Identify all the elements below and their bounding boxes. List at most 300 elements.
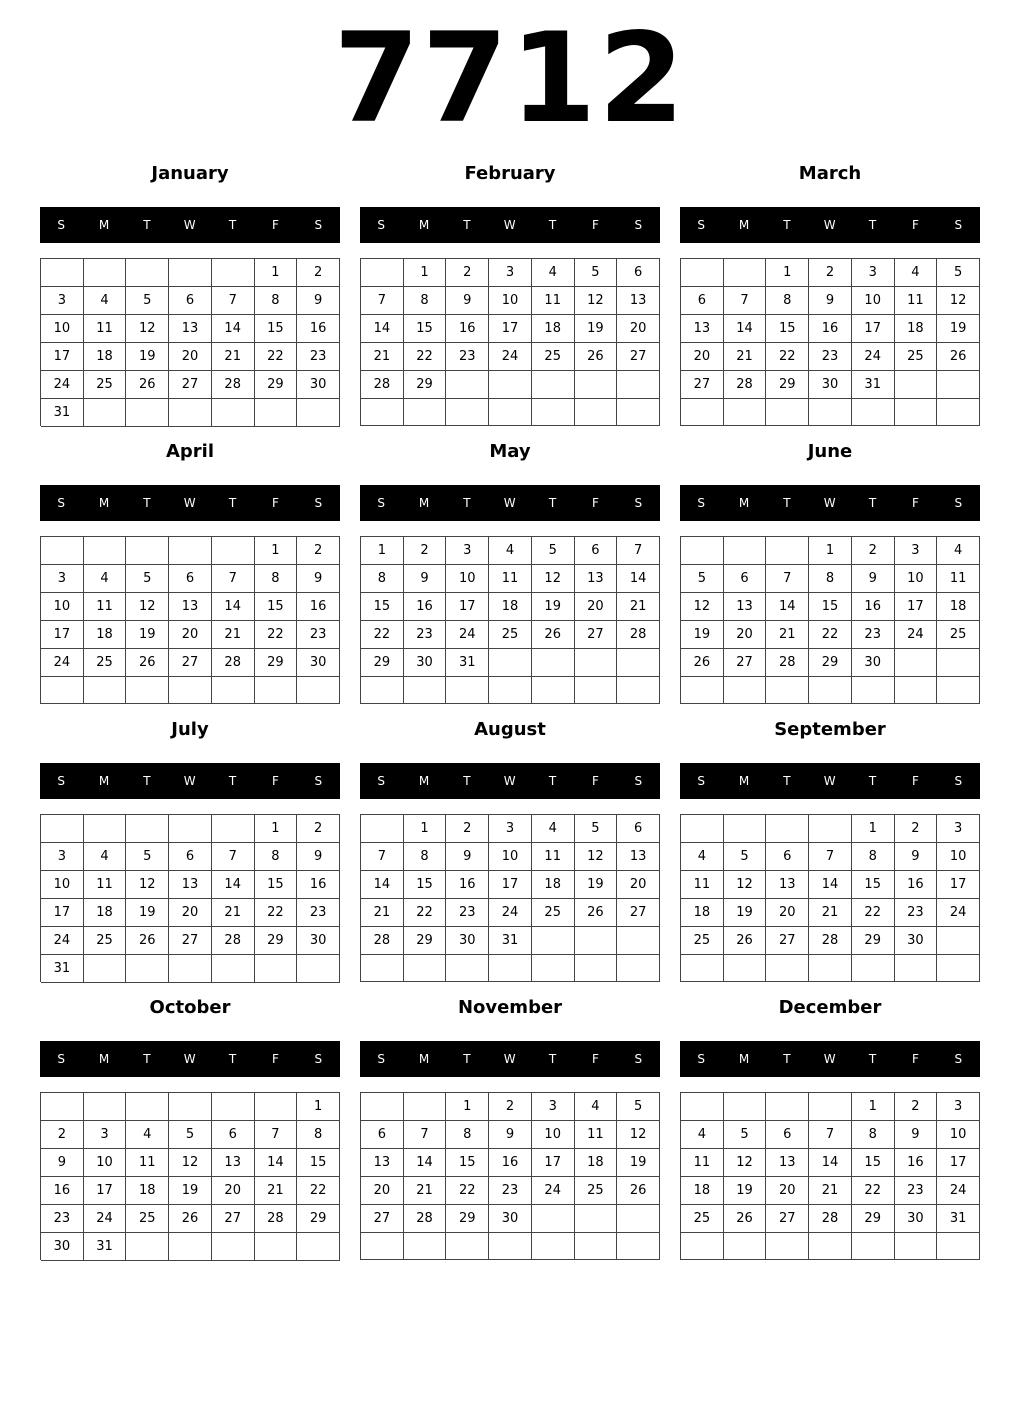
day-cell: 23 — [41, 1205, 84, 1233]
empty-cell — [895, 399, 938, 426]
day-cell: 24 — [937, 1177, 980, 1205]
day-cell: 12 — [575, 843, 618, 871]
weekday-label: S — [697, 496, 706, 510]
weekday-label: S — [634, 218, 643, 232]
day-cell: 14 — [212, 315, 255, 343]
empty-cell — [937, 927, 980, 955]
weekday-header — [360, 485, 660, 521]
day-cell: 17 — [84, 1177, 127, 1205]
weekday-label: T — [783, 774, 792, 788]
empty-cell — [809, 677, 852, 704]
day-cell: 30 — [297, 649, 340, 677]
day-cell: 25 — [84, 927, 127, 955]
weekday-label: W — [823, 496, 837, 510]
weekday-label: F — [592, 218, 600, 232]
day-cell: 2 — [489, 1093, 532, 1121]
day-cell: 30 — [895, 927, 938, 955]
empty-cell — [852, 1233, 895, 1260]
day-cell: 16 — [895, 871, 938, 899]
empty-cell — [361, 677, 404, 704]
weekday-label: S — [634, 1052, 643, 1066]
day-cell: 21 — [361, 899, 404, 927]
weekday-label: S — [57, 496, 66, 510]
day-cell: 8 — [361, 565, 404, 593]
day-cell: 25 — [489, 621, 532, 649]
month-name: January — [151, 163, 229, 184]
empty-cell — [126, 815, 169, 843]
day-cell: 23 — [446, 343, 489, 371]
weekday-label: S — [57, 774, 66, 788]
weekday-label: F — [272, 496, 280, 510]
empty-cell — [766, 1233, 809, 1260]
day-cell: 9 — [446, 843, 489, 871]
empty-cell — [446, 677, 489, 704]
weekday-label: T — [228, 218, 237, 232]
day-grid — [40, 258, 340, 426]
day-cell: 10 — [84, 1149, 127, 1177]
day-cell: 26 — [126, 927, 169, 955]
empty-cell — [724, 399, 767, 426]
day-cell: 30 — [489, 1205, 532, 1233]
day-cell: 2 — [41, 1121, 84, 1149]
day-cell: 21 — [809, 1177, 852, 1205]
empty-cell — [255, 1233, 298, 1261]
empty-cell — [681, 1093, 724, 1121]
day-cell: 30 — [297, 371, 340, 399]
day-cell: 7 — [724, 287, 767, 315]
day-cell: 8 — [404, 843, 447, 871]
empty-cell — [532, 371, 575, 399]
day-cell: 8 — [446, 1121, 489, 1149]
empty-cell — [255, 1093, 298, 1121]
day-cell: 30 — [297, 927, 340, 955]
month-name: February — [464, 163, 556, 184]
weekday-header — [680, 207, 980, 243]
day-cell: 24 — [84, 1205, 127, 1233]
day-cell: 21 — [617, 593, 660, 621]
day-grid — [40, 1092, 340, 1260]
weekday-label: W — [503, 774, 517, 788]
day-cell: 15 — [809, 593, 852, 621]
day-cell: 23 — [489, 1177, 532, 1205]
weekday-label: W — [823, 218, 837, 232]
day-cell: 2 — [404, 537, 447, 565]
empty-cell — [446, 1233, 489, 1260]
day-cell: 10 — [489, 843, 532, 871]
day-cell: 29 — [255, 371, 298, 399]
day-cell: 10 — [937, 1121, 980, 1149]
day-cell: 16 — [297, 315, 340, 343]
day-cell: 20 — [617, 315, 660, 343]
empty-cell — [126, 1233, 169, 1261]
day-cell: 20 — [169, 621, 212, 649]
empty-cell — [361, 815, 404, 843]
empty-cell — [84, 537, 127, 565]
day-cell: 9 — [446, 287, 489, 315]
weekday-label: S — [954, 496, 963, 510]
empty-cell — [41, 677, 84, 704]
weekday-label: W — [183, 496, 197, 510]
day-cell: 19 — [126, 343, 169, 371]
day-grid — [360, 814, 660, 982]
day-cell: 24 — [895, 621, 938, 649]
empty-cell — [809, 399, 852, 426]
day-cell: 23 — [404, 621, 447, 649]
empty-cell — [126, 537, 169, 565]
day-cell: 11 — [681, 1149, 724, 1177]
weekday-label: W — [503, 218, 517, 232]
day-cell: 30 — [41, 1233, 84, 1261]
day-cell: 30 — [852, 649, 895, 677]
day-cell: 10 — [446, 565, 489, 593]
weekday-label: M — [738, 218, 750, 232]
empty-cell — [532, 927, 575, 955]
day-cell: 20 — [681, 343, 724, 371]
day-cell: 27 — [617, 899, 660, 927]
day-cell: 29 — [446, 1205, 489, 1233]
weekday-header — [40, 1041, 340, 1077]
day-cell: 18 — [126, 1177, 169, 1205]
day-cell: 14 — [361, 871, 404, 899]
empty-cell — [297, 677, 340, 704]
empty-cell — [937, 399, 980, 426]
weekday-label: T — [783, 218, 792, 232]
day-grid — [680, 814, 980, 982]
weekday-label: T — [783, 496, 792, 510]
day-cell: 2 — [446, 259, 489, 287]
empty-cell — [489, 955, 532, 982]
day-cell: 4 — [937, 537, 980, 565]
day-cell: 8 — [766, 287, 809, 315]
empty-cell — [41, 259, 84, 287]
day-cell: 22 — [852, 1177, 895, 1205]
empty-cell — [212, 1093, 255, 1121]
empty-cell — [446, 371, 489, 399]
day-cell: 8 — [297, 1121, 340, 1149]
empty-cell — [809, 1093, 852, 1121]
day-cell: 6 — [617, 259, 660, 287]
day-cell: 28 — [404, 1205, 447, 1233]
weekday-label: M — [98, 218, 110, 232]
day-cell: 9 — [297, 565, 340, 593]
day-cell: 26 — [126, 371, 169, 399]
empty-cell — [126, 399, 169, 427]
day-cell: 19 — [532, 593, 575, 621]
day-cell: 25 — [575, 1177, 618, 1205]
month-name: April — [165, 441, 215, 462]
day-cell: 31 — [41, 955, 84, 983]
day-cell: 9 — [852, 565, 895, 593]
empty-cell — [617, 1205, 660, 1233]
day-cell: 24 — [41, 649, 84, 677]
day-grid — [360, 536, 660, 704]
day-cell: 6 — [169, 843, 212, 871]
day-cell: 12 — [724, 1149, 767, 1177]
day-cell: 17 — [937, 1149, 980, 1177]
day-cell: 30 — [404, 649, 447, 677]
day-cell: 7 — [809, 1121, 852, 1149]
weekday-label: W — [183, 774, 197, 788]
empty-cell — [84, 259, 127, 287]
weekday-header — [680, 485, 980, 521]
day-cell: 11 — [681, 871, 724, 899]
empty-cell — [169, 815, 212, 843]
empty-cell — [852, 955, 895, 982]
weekday-label: T — [143, 1052, 152, 1066]
weekday-header — [680, 1041, 980, 1077]
day-cell: 28 — [809, 927, 852, 955]
day-cell: 2 — [297, 537, 340, 565]
day-cell: 25 — [126, 1205, 169, 1233]
empty-cell — [809, 955, 852, 982]
day-cell: 15 — [255, 871, 298, 899]
day-cell: 3 — [84, 1121, 127, 1149]
day-cell: 16 — [895, 1149, 938, 1177]
weekday-label: F — [912, 218, 920, 232]
empty-cell — [937, 1233, 980, 1260]
day-cell: 2 — [297, 815, 340, 843]
empty-cell — [681, 399, 724, 426]
day-cell: 1 — [852, 815, 895, 843]
empty-cell — [575, 649, 618, 677]
day-cell: 18 — [84, 343, 127, 371]
day-cell: 27 — [212, 1205, 255, 1233]
day-cell: 27 — [169, 927, 212, 955]
empty-cell — [361, 1093, 404, 1121]
day-cell: 21 — [212, 343, 255, 371]
day-cell: 17 — [41, 621, 84, 649]
empty-cell — [937, 677, 980, 704]
day-cell: 1 — [404, 815, 447, 843]
day-cell: 14 — [766, 593, 809, 621]
day-grid — [360, 1092, 660, 1260]
day-cell: 1 — [255, 815, 298, 843]
empty-cell — [937, 955, 980, 982]
day-cell: 12 — [575, 287, 618, 315]
empty-cell — [255, 399, 298, 427]
day-cell: 29 — [809, 649, 852, 677]
day-cell: 22 — [446, 1177, 489, 1205]
day-cell: 8 — [852, 1121, 895, 1149]
day-cell: 27 — [169, 371, 212, 399]
weekday-label: F — [272, 1052, 280, 1066]
empty-cell — [724, 955, 767, 982]
day-cell: 9 — [489, 1121, 532, 1149]
day-cell: 11 — [895, 287, 938, 315]
empty-cell — [84, 1093, 127, 1121]
empty-cell — [532, 649, 575, 677]
empty-cell — [766, 815, 809, 843]
day-cell: 22 — [255, 343, 298, 371]
day-cell: 19 — [724, 899, 767, 927]
day-cell: 20 — [361, 1177, 404, 1205]
day-cell: 24 — [41, 371, 84, 399]
empty-cell — [532, 955, 575, 982]
day-cell: 16 — [852, 593, 895, 621]
month-name: July — [171, 719, 209, 740]
weekday-label: T — [868, 1052, 877, 1066]
weekday-label: M — [738, 496, 750, 510]
empty-cell — [895, 1233, 938, 1260]
day-cell: 14 — [724, 315, 767, 343]
empty-cell — [575, 371, 618, 399]
day-cell: 5 — [575, 259, 618, 287]
empty-cell — [169, 1233, 212, 1261]
weekday-label: W — [503, 1052, 517, 1066]
year-title: 7712 — [333, 7, 687, 151]
day-cell: 18 — [84, 621, 127, 649]
day-cell: 29 — [766, 371, 809, 399]
day-cell: 24 — [41, 927, 84, 955]
day-grid — [680, 536, 980, 704]
day-cell: 9 — [297, 843, 340, 871]
day-cell: 6 — [361, 1121, 404, 1149]
day-cell: 3 — [895, 537, 938, 565]
day-cell: 15 — [852, 871, 895, 899]
day-cell: 21 — [212, 899, 255, 927]
empty-cell — [361, 259, 404, 287]
day-cell: 13 — [169, 593, 212, 621]
weekday-label: S — [57, 218, 66, 232]
day-cell: 6 — [766, 1121, 809, 1149]
weekday-label: F — [272, 774, 280, 788]
weekday-label: F — [912, 496, 920, 510]
weekday-label: M — [98, 774, 110, 788]
empty-cell — [489, 371, 532, 399]
weekday-header — [40, 485, 340, 521]
day-cell: 26 — [575, 899, 618, 927]
empty-cell — [297, 399, 340, 427]
day-cell: 15 — [766, 315, 809, 343]
empty-cell — [766, 399, 809, 426]
empty-cell — [169, 955, 212, 983]
empty-cell — [361, 1233, 404, 1260]
day-cell: 7 — [766, 565, 809, 593]
day-cell: 14 — [212, 871, 255, 899]
day-cell: 22 — [404, 899, 447, 927]
day-cell: 13 — [724, 593, 767, 621]
day-cell: 28 — [809, 1205, 852, 1233]
day-cell: 15 — [446, 1149, 489, 1177]
day-cell: 27 — [681, 371, 724, 399]
day-grid — [680, 258, 980, 426]
day-cell: 6 — [617, 815, 660, 843]
day-cell: 24 — [852, 343, 895, 371]
weekday-label: M — [98, 1052, 110, 1066]
weekday-label: W — [503, 496, 517, 510]
month-name: March — [798, 163, 862, 184]
day-cell: 14 — [404, 1149, 447, 1177]
day-cell: 18 — [84, 899, 127, 927]
weekday-label: S — [377, 1052, 386, 1066]
weekday-label: S — [697, 218, 706, 232]
empty-cell — [126, 1093, 169, 1121]
day-cell: 23 — [297, 343, 340, 371]
day-cell: 10 — [41, 593, 84, 621]
empty-cell — [617, 1233, 660, 1260]
day-cell: 25 — [681, 927, 724, 955]
empty-cell — [446, 399, 489, 426]
day-cell: 24 — [489, 343, 532, 371]
weekday-label: S — [314, 774, 323, 788]
weekday-label: T — [463, 496, 472, 510]
day-cell: 19 — [126, 621, 169, 649]
weekday-label: S — [954, 1052, 963, 1066]
day-cell: 19 — [681, 621, 724, 649]
weekday-label: T — [868, 496, 877, 510]
day-cell: 26 — [126, 649, 169, 677]
day-cell: 23 — [297, 899, 340, 927]
day-cell: 29 — [297, 1205, 340, 1233]
day-cell: 16 — [297, 593, 340, 621]
day-cell: 12 — [937, 287, 980, 315]
empty-cell — [895, 649, 938, 677]
day-cell: 9 — [895, 1121, 938, 1149]
day-cell: 8 — [255, 565, 298, 593]
empty-cell — [724, 815, 767, 843]
day-cell: 26 — [681, 649, 724, 677]
day-cell: 3 — [41, 843, 84, 871]
day-cell: 22 — [809, 621, 852, 649]
empty-cell — [41, 537, 84, 565]
day-cell: 4 — [489, 537, 532, 565]
day-grid — [40, 536, 340, 704]
day-cell: 20 — [575, 593, 618, 621]
day-cell: 10 — [41, 871, 84, 899]
day-cell: 26 — [575, 343, 618, 371]
day-cell: 19 — [617, 1149, 660, 1177]
empty-cell — [212, 1233, 255, 1261]
day-cell: 14 — [809, 1149, 852, 1177]
empty-cell — [84, 677, 127, 704]
day-cell: 15 — [852, 1149, 895, 1177]
day-cell: 7 — [212, 843, 255, 871]
empty-cell — [489, 399, 532, 426]
day-cell: 18 — [575, 1149, 618, 1177]
day-cell: 13 — [361, 1149, 404, 1177]
day-cell: 17 — [489, 315, 532, 343]
weekday-header — [40, 207, 340, 243]
empty-cell — [297, 1233, 340, 1261]
empty-cell — [361, 399, 404, 426]
empty-cell — [169, 399, 212, 427]
empty-cell — [212, 955, 255, 983]
day-cell: 8 — [852, 843, 895, 871]
day-cell: 6 — [169, 565, 212, 593]
weekday-label: F — [592, 774, 600, 788]
day-cell: 9 — [41, 1149, 84, 1177]
day-cell: 25 — [937, 621, 980, 649]
day-cell: 5 — [617, 1093, 660, 1121]
day-cell: 13 — [681, 315, 724, 343]
day-cell: 17 — [852, 315, 895, 343]
day-cell: 11 — [532, 843, 575, 871]
day-cell: 27 — [169, 649, 212, 677]
empty-cell — [681, 677, 724, 704]
day-cell: 27 — [724, 649, 767, 677]
day-cell: 6 — [169, 287, 212, 315]
empty-cell — [937, 649, 980, 677]
day-cell: 16 — [446, 871, 489, 899]
day-cell: 6 — [575, 537, 618, 565]
day-cell: 4 — [575, 1093, 618, 1121]
day-cell: 14 — [809, 871, 852, 899]
day-cell: 2 — [446, 815, 489, 843]
day-cell: 9 — [404, 565, 447, 593]
day-cell: 11 — [575, 1121, 618, 1149]
day-cell: 8 — [255, 843, 298, 871]
month-name: September — [774, 719, 886, 740]
